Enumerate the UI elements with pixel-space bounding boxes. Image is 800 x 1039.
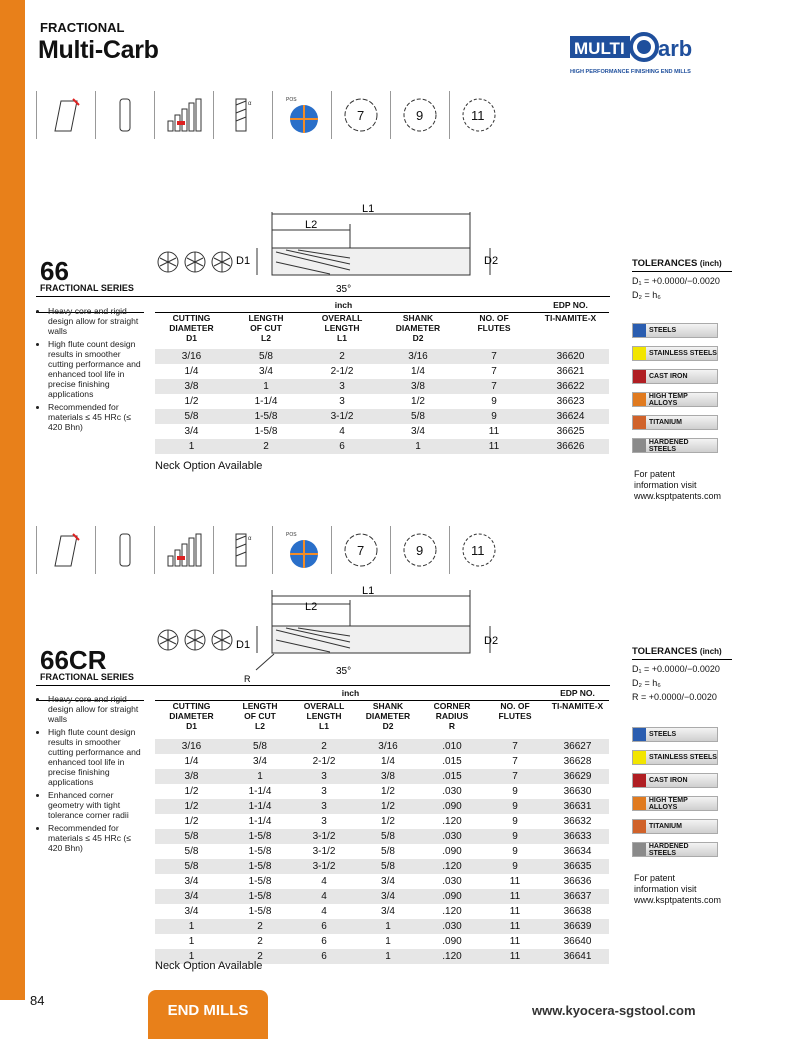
table-cell: 2 [228, 949, 292, 964]
materials-66 [632, 323, 718, 461]
svg-text:7: 7 [357, 108, 365, 123]
table-row [155, 784, 609, 799]
flutes-7-icon [331, 91, 390, 139]
edp-label: EDP NO. [532, 300, 609, 313]
table-cell: 3-1/2 [292, 859, 356, 874]
table-cell: 3/4 [259, 365, 273, 377]
table-cell: .120 [442, 815, 462, 827]
feature-list-66 [40, 306, 145, 435]
table-cell: 1-5/8 [228, 829, 292, 844]
material-steels: STEELS [632, 727, 718, 742]
table-cell: .030 [420, 919, 484, 934]
table-cell: .090 [420, 889, 484, 904]
table-row [155, 919, 609, 934]
table-cell: 3 [292, 799, 356, 814]
table-cell: 36628 [563, 755, 592, 767]
table-cell: 1/2 [411, 395, 425, 407]
table-cell: 2 [228, 439, 304, 454]
material-high-temp: HIGH TEMP ALLOYS [632, 392, 718, 407]
table-cell: 3/4 [356, 889, 420, 904]
spec-table-66cr [155, 688, 609, 964]
table-cell: 3/4 [381, 875, 395, 887]
table-cell: 7 [491, 365, 497, 377]
table-cell: 3 [321, 815, 327, 827]
table-cell: 1 [155, 949, 228, 964]
svg-text:POS: POS [286, 532, 297, 538]
svg-text:L2: L2 [305, 601, 318, 613]
table-cell: 1-1/4 [228, 799, 292, 814]
unit-label: inch [155, 300, 532, 313]
table-cell: 5/8 [228, 349, 304, 364]
neck-option-66: Neck Option Available [155, 460, 263, 472]
table-cell: 1/4 [411, 365, 425, 377]
table-cell: 3/4 [381, 905, 395, 917]
materials-66cr [632, 727, 718, 865]
table-cell: 3-1/2 [292, 829, 356, 844]
table-cell: 7 [484, 769, 546, 784]
icon-row-66cr [36, 525, 508, 575]
patent-note-66: For patent information visit www.ksptpatents.com [634, 469, 722, 501]
svg-text:11: 11 [471, 543, 485, 558]
table-cell: 36623 [556, 395, 585, 407]
svg-text:35°: 35° [336, 666, 352, 677]
material-titanium: TITANIUM [632, 819, 718, 834]
table-cell: 1-5/8 [228, 409, 304, 424]
table-cell: 1/2 [381, 785, 395, 797]
svg-text:L1: L1 [362, 203, 375, 215]
col-header: NO. OF FLUTES [498, 701, 532, 721]
table-cell: 4 [321, 875, 327, 887]
table-cell: 3 [339, 395, 345, 407]
table-cell: 1-1/4 [254, 395, 278, 407]
flutes-7-icon [331, 526, 390, 574]
feature-item: • Recommended for materials ≤ 45 HRc (≤ 420 Bhn) [48, 823, 145, 853]
material-cast-iron: CAST IRON [632, 773, 718, 788]
col-header: LENGTH OF CUT L2 [248, 313, 284, 343]
category-label: FRACTIONAL [40, 20, 125, 35]
table-cell: 36633 [546, 829, 609, 844]
edp-label: EDP NO. [546, 688, 609, 701]
table-cell: 1 [228, 769, 292, 784]
table-cell: 3/8 [155, 769, 228, 784]
table-cell: 11 [484, 889, 546, 904]
series-number-66cr: 66CR [40, 645, 107, 675]
table-row [155, 439, 609, 454]
table-cell: 1/2 [155, 799, 228, 814]
multi-carb-logo [566, 28, 726, 78]
table-cell: 5/8 [155, 859, 228, 874]
table-cell: 36631 [546, 799, 609, 814]
flutes-9-icon [390, 526, 449, 574]
table-cell: 36638 [563, 905, 592, 917]
svg-text:9: 9 [416, 108, 424, 123]
table-row [155, 349, 609, 364]
table-row [155, 934, 609, 949]
table-cell: 3/8 [380, 379, 456, 394]
table-cell: 3/8 [356, 769, 420, 784]
table-cell: 3 [304, 379, 380, 394]
end-mill-diagram-66 [150, 200, 510, 295]
table-cell: 36627 [546, 739, 609, 754]
table-cell: 5/8 [228, 739, 292, 754]
feature-item: • High flute count design results in smoother cutting performance and enhanced tool life in precise finishing applications [48, 339, 145, 399]
table-cell: 36630 [563, 785, 592, 797]
table-cell: 11 [488, 425, 500, 437]
table-row [155, 814, 609, 829]
svg-text:R: R [244, 674, 251, 684]
material-high-temp: HIGH TEMP ALLOYS [632, 796, 718, 811]
svg-text:L2: L2 [305, 219, 318, 231]
pos-rake-icon [272, 91, 331, 139]
table-cell: 9 [484, 829, 546, 844]
feature-item: • Heavy core and rigid design allow for straight walls [48, 694, 145, 724]
material-stainless: STAINLESS STEELS [632, 750, 718, 765]
table-cell: 36632 [563, 815, 592, 827]
table-cell: 1/4 [381, 755, 395, 767]
table-cell: .090 [420, 799, 484, 814]
table-cell: 11 [509, 905, 521, 917]
table-cell: 9 [512, 815, 518, 827]
table-cell: 2 [257, 935, 263, 947]
section-rule-66cr [36, 685, 610, 686]
table-cell: 11 [509, 875, 521, 887]
table-cell: 1/2 [184, 785, 199, 797]
table-cell: .015 [442, 755, 462, 767]
svg-text:D1: D1 [236, 639, 251, 651]
table-cell: 1 [228, 379, 304, 394]
col-header: CORNER RADIUS R [433, 701, 471, 731]
table-cell: 3/16 [356, 739, 420, 754]
table-row [155, 844, 609, 859]
svg-text:D2: D2 [484, 635, 499, 647]
table-row [155, 394, 609, 409]
tolerances-66: TOLERANCES (inch) D₁ = +0.0000/−0.0020 D₂ = h₆ [632, 258, 732, 304]
feature-list-66cr [40, 694, 145, 856]
tolerances-66cr: TOLERANCES (inch) D₁ = +0.0000/−0.0020 D₂ = h₆ R = +0.0000/−0.0020 [632, 646, 732, 706]
svg-text:L1: L1 [362, 585, 375, 597]
table-cell: 36622 [532, 379, 609, 394]
table-cell: 2 [228, 919, 292, 934]
drill-angle-icon [36, 526, 95, 574]
table-cell: 36620 [532, 349, 609, 364]
table-row [155, 769, 609, 784]
table-cell: 2 [292, 739, 356, 754]
table-cell: 3/4 [184, 905, 199, 917]
table-cell: .090 [442, 935, 462, 947]
table-cell: 4 [321, 905, 327, 917]
table-cell: 36634 [563, 845, 592, 857]
col-header: SHANK DIAMETER D2 [365, 701, 411, 731]
bar-chart-icon [154, 526, 213, 574]
table-cell: 3 [292, 769, 356, 784]
feature-item: • Recommended for materials ≤ 45 HRc (≤ 420 Bhn) [48, 402, 145, 432]
table-cell: 11 [509, 935, 521, 947]
series-number-66: 66 [40, 256, 69, 286]
table-cell: 1-5/8 [248, 845, 272, 857]
feature-item: • Enhanced corner geometry with tight tolerance corner radii [48, 790, 145, 820]
table-cell: 1-5/8 [228, 889, 292, 904]
table-cell: 36621 [556, 365, 585, 377]
table-cell: 5/8 [184, 845, 199, 857]
table-row [155, 874, 609, 889]
table-cell: 5/8 [155, 409, 228, 424]
flutes-11-icon [449, 526, 508, 574]
table-cell: 7 [456, 379, 532, 394]
table-cell: 1-5/8 [248, 905, 272, 917]
table-cell: .015 [420, 769, 484, 784]
table-cell: 6 [321, 935, 327, 947]
svg-text:POS: POS [286, 97, 297, 103]
table-cell: 3/4 [411, 425, 425, 437]
series-subtitle-66cr: FRACTIONAL SERIES [40, 672, 134, 682]
svg-text:α: α [248, 536, 252, 542]
table-cell: 2-1/2 [330, 365, 354, 377]
table-cell: 9 [512, 785, 518, 797]
table-cell: 5/8 [380, 409, 456, 424]
material-steels: STEELS [632, 323, 718, 338]
pos-rake-icon [272, 526, 331, 574]
table-row [155, 379, 609, 394]
table-row [155, 859, 609, 874]
table-cell: 1 [155, 919, 228, 934]
svg-text:MULTI: MULTI [574, 39, 625, 58]
col-header: OVERALL LENGTH L1 [303, 701, 345, 731]
svg-text:11: 11 [471, 108, 485, 123]
page-number: 84 [30, 993, 45, 1008]
table-cell: 36641 [546, 949, 609, 964]
table-cell: 3-1/2 [304, 409, 380, 424]
feature-item: • High flute count design results in smoother cutting performance and enhanced tool life in precise finishing applications [48, 727, 145, 787]
table-cell: 7 [512, 755, 518, 767]
table-cell: 1 [356, 949, 420, 964]
table-cell: 11 [456, 439, 532, 454]
material-hardened: HARDENED STEELS [632, 438, 718, 453]
table-cell: 6 [292, 919, 356, 934]
table-cell: 1/4 [184, 365, 199, 377]
table-cell: 9 [491, 395, 497, 407]
table-cell: 7 [456, 349, 532, 364]
table-cell: 36640 [563, 935, 592, 947]
table-cell: 1/2 [356, 799, 420, 814]
col-header: TI-NAMITE-X [551, 701, 604, 711]
table-cell: 1 [188, 935, 195, 947]
table-cell: 5/8 [356, 859, 420, 874]
table-cell: 1 [155, 439, 228, 454]
table-row [155, 829, 609, 844]
table-cell: 1/2 [184, 395, 199, 407]
table-cell: 36629 [546, 769, 609, 784]
page-title: Multi-Carb [38, 36, 159, 64]
table-cell: .090 [442, 845, 462, 857]
table-cell: 3/4 [253, 755, 267, 767]
table-cell: 9 [456, 409, 532, 424]
svg-text:7: 7 [357, 543, 365, 558]
table-row [155, 799, 609, 814]
table-cell: 3 [321, 785, 327, 797]
material-cast-iron: CAST IRON [632, 369, 718, 384]
table-cell: 36637 [546, 889, 609, 904]
table-cell: 3/4 [155, 889, 228, 904]
table-cell: 7 [484, 739, 546, 754]
table-cell: 1-1/4 [248, 785, 272, 797]
table-cell: 3-1/2 [312, 845, 336, 857]
orange-sidebar [0, 0, 25, 1000]
feature-item: • Heavy core and rigid design allow for straight walls [48, 306, 145, 336]
end-mill-diagram-66cr [150, 584, 510, 684]
table-cell: 11 [484, 919, 546, 934]
flutes-11-icon [449, 91, 508, 139]
table-cell: 3/4 [184, 425, 199, 437]
table-cell: 6 [292, 949, 356, 964]
table-row [155, 889, 609, 904]
table-cell: .010 [420, 739, 484, 754]
table-cell: 1 [385, 935, 391, 947]
col-header: CUTTING DIAMETER D1 [169, 313, 214, 343]
table-cell: 36624 [532, 409, 609, 424]
table-cell: .120 [420, 859, 484, 874]
table-cell: 1-5/8 [228, 859, 292, 874]
helix-icon [213, 91, 272, 139]
table-cell: 1 [380, 439, 456, 454]
col-header: OVERALL LENGTH L1 [321, 313, 363, 343]
table-cell: 3/4 [184, 875, 199, 887]
table-cell: .120 [420, 949, 484, 964]
table-cell: 36635 [546, 859, 609, 874]
col-header: NO. OF FLUTES [477, 313, 511, 333]
table-cell: 1/2 [381, 815, 395, 827]
table-cell: 1-5/8 [248, 875, 272, 887]
table-cell: 1-1/4 [248, 815, 272, 827]
col-header: CUTTING DIAMETER D1 [169, 701, 214, 731]
series-subtitle-66: FRACTIONAL SERIES [40, 283, 134, 293]
table-cell: 4 [292, 889, 356, 904]
table-cell: 36626 [532, 439, 609, 454]
table-cell: 1/2 [184, 815, 199, 827]
table-cell: .030 [420, 829, 484, 844]
website-link[interactable]: www.kyocera-sgstool.com [532, 1003, 696, 1018]
table-cell: 36639 [546, 919, 609, 934]
spec-table-66 [155, 300, 609, 454]
helix-icon [213, 526, 272, 574]
patent-note-66cr: For patent information visit www.ksptpatents.com [634, 873, 722, 905]
material-titanium: TITANIUM [632, 415, 718, 430]
table-row [155, 424, 609, 439]
table-cell: 2 [304, 349, 380, 364]
table-cell: 6 [304, 439, 380, 454]
svg-text:D2: D2 [484, 255, 499, 267]
table-cell: 36625 [556, 425, 585, 437]
table-row [155, 739, 609, 754]
section-tab: END MILLS [148, 990, 268, 1039]
table-cell: .030 [442, 875, 462, 887]
col-header: TI-NAMITE-X [544, 313, 597, 323]
table-cell: 2-1/2 [312, 755, 336, 767]
table-cell: 3/16 [155, 349, 228, 364]
table-row [155, 754, 609, 769]
table-cell: 9 [484, 799, 546, 814]
table-cell: 36636 [563, 875, 592, 887]
bar-chart-icon [154, 91, 213, 139]
flutes-9-icon [390, 91, 449, 139]
svg-text:α: α [248, 101, 252, 107]
table-cell: 11 [484, 949, 546, 964]
material-stainless: STAINLESS STEELS [632, 346, 718, 361]
svg-text:35°: 35° [336, 284, 352, 295]
table-cell: 5/8 [381, 845, 395, 857]
section-rule-66 [36, 296, 610, 297]
table-cell: 3/16 [155, 739, 228, 754]
icon-row-66 [36, 90, 508, 140]
shank-icon [95, 526, 154, 574]
drill-angle-icon [36, 91, 95, 139]
table-cell: 1 [356, 919, 420, 934]
table-cell: 4 [339, 425, 345, 437]
svg-text:D1: D1 [236, 255, 251, 267]
col-header: SHANK DIAMETER D2 [395, 313, 441, 343]
table-cell: .030 [442, 785, 462, 797]
table-row [155, 409, 609, 424]
table-cell: 9 [512, 845, 518, 857]
svg-text:arb: arb [658, 36, 693, 61]
unit-label: inch [155, 688, 546, 701]
table-cell: 3/8 [155, 379, 228, 394]
shank-icon [95, 91, 154, 139]
table-cell: 5/8 [155, 829, 228, 844]
table-row [155, 904, 609, 919]
table-cell: 1/4 [184, 755, 199, 767]
col-header: LENGTH OF CUT L2 [242, 701, 278, 731]
table-cell: 5/8 [356, 829, 420, 844]
material-hardened: HARDENED STEELS [632, 842, 718, 857]
svg-text:HIGH PERFORMANCE FINISHING END: HIGH PERFORMANCE FINISHING END MILLS [570, 69, 691, 75]
table-row [155, 364, 609, 379]
table-cell: 1-5/8 [254, 425, 278, 437]
table-cell: 9 [484, 859, 546, 874]
table-cell: 3/16 [380, 349, 456, 364]
table-cell: .120 [442, 905, 462, 917]
neck-option-66cr: Neck Option Available [155, 960, 263, 972]
svg-text:9: 9 [416, 543, 424, 558]
